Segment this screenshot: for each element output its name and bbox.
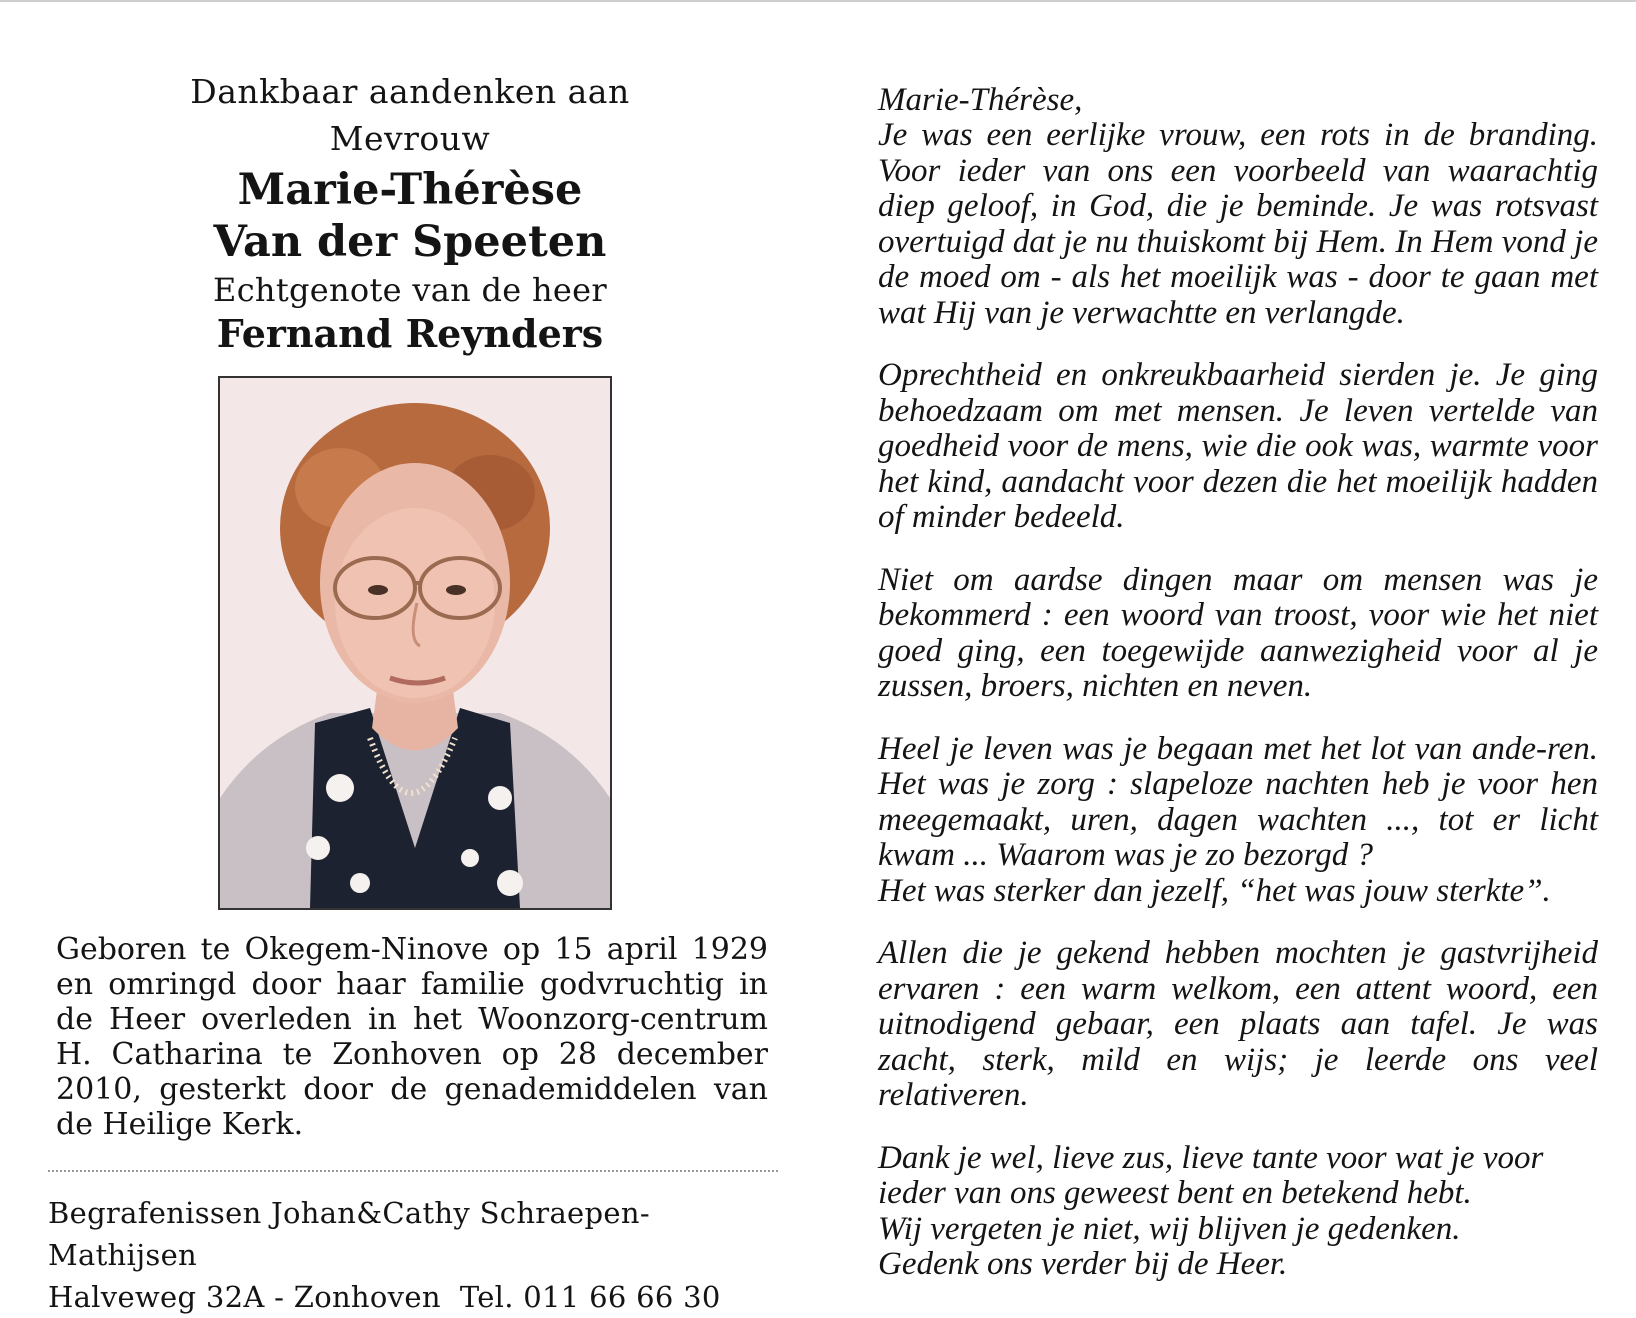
closing-line-4: Gedenk ons verder bij de Heer. (878, 1246, 1288, 1282)
right-panel (878, 82, 1598, 1283)
portrait-illustration (220, 378, 610, 908)
card-top-edge (0, 0, 1636, 2)
funeral-home-info (48, 1192, 788, 1318)
tribute-paragraph-1: Je was een eerlijke vrouw, een rots in de branding. Voor ieder van ons een voorbeeld van waarachtig diep geloof, in God, die je beminde. Je was rotsvast overtuigd dat je nu thuiskomt bij Hem. In Hem vond je de moed om - als het moeilijk was - door te gaan met wat Hij van je verwachtte en verlangde. (878, 117, 1598, 331)
tribute-paragraph-5: Allen die je gekend hebben mochten je gastvrijheid ervaren : een warm welkom, een attent woord, een uitnodigend gebaar, een plaats aan tafel. Je was zacht, sterk, mild en wijs; je leerde ons veel relativeren. (878, 935, 1598, 1113)
biography: Geboren te Okegem-Ninove op 15 april 1929 en omringd door haar familie godvruchtig in de Heer overleden in het Woonzorg-centrum H. Catharina te Zonhoven op 28 december 2010, gesterkt door de genademiddelen van de Heilige Kerk. (56, 932, 768, 1142)
funeral-home-address: Halveweg 32A - Zonhoven Tel. 011 66 66 30 (48, 1280, 721, 1314)
spouse-name: Fernand Reynders (216, 311, 604, 356)
spouse-label: Echtgenote van de heer (213, 271, 607, 309)
tribute-paragraph-3: Niet om aardse dingen maar om mensen was je bekommerd : een woord van troost, voor wie het niet goed ging, een toegewijde aanwezigheid voor al je zussen, broers, nichten en neven. (878, 561, 1598, 704)
portrait-photo (218, 376, 612, 910)
funeral-home-name: Begrafenissen Johan&Cathy Schraepen-Mathijsen (48, 1196, 650, 1272)
tribute-paragraph-2: Oprechtheid en onkreukbaarheid sierden je. Je ging behoedzaam om met mensen. Je leven vertelde van goedheid voor de mens, wie die ook was, warmte voor het kind, aandacht voor dezen die het moeilijk hadden of minder bedeeld. (878, 357, 1598, 535)
salutation: Marie-Thérèse, (878, 82, 1083, 118)
dotted-divider (48, 1170, 778, 1172)
deceased-name-last: Van der Speeten (213, 217, 607, 267)
closing-line-1: Dank je wel, lieve zus, lieve tante voor wat je voor (878, 1139, 1544, 1176)
intro-text: Dankbaar aandenken aan (190, 72, 630, 111)
closing-line-3: Wij vergeten je niet, wij blijven je gedenken. (878, 1210, 1461, 1247)
deceased-name-first: Marie-Thérèse (237, 165, 583, 215)
honorific: Mevrouw (329, 119, 491, 158)
tribute-paragraph-4-last-line: Het was sterker dan jezelf, “het was jouw sterkte”. (878, 872, 1551, 909)
tribute-paragraph-4: Heel je leven was je begaan met het lot van ande-ren. Het was je zorg : slapeloze nachten heb je voor hen meegemaakt, uren, dagen wachten ..., tot er licht kwam ... Waarom was je zo bezorgd ? (878, 730, 1598, 873)
left-panel (40, 70, 780, 1314)
closing-line-2: ieder van ons geweest bent en betekend hebt. (878, 1175, 1472, 1211)
